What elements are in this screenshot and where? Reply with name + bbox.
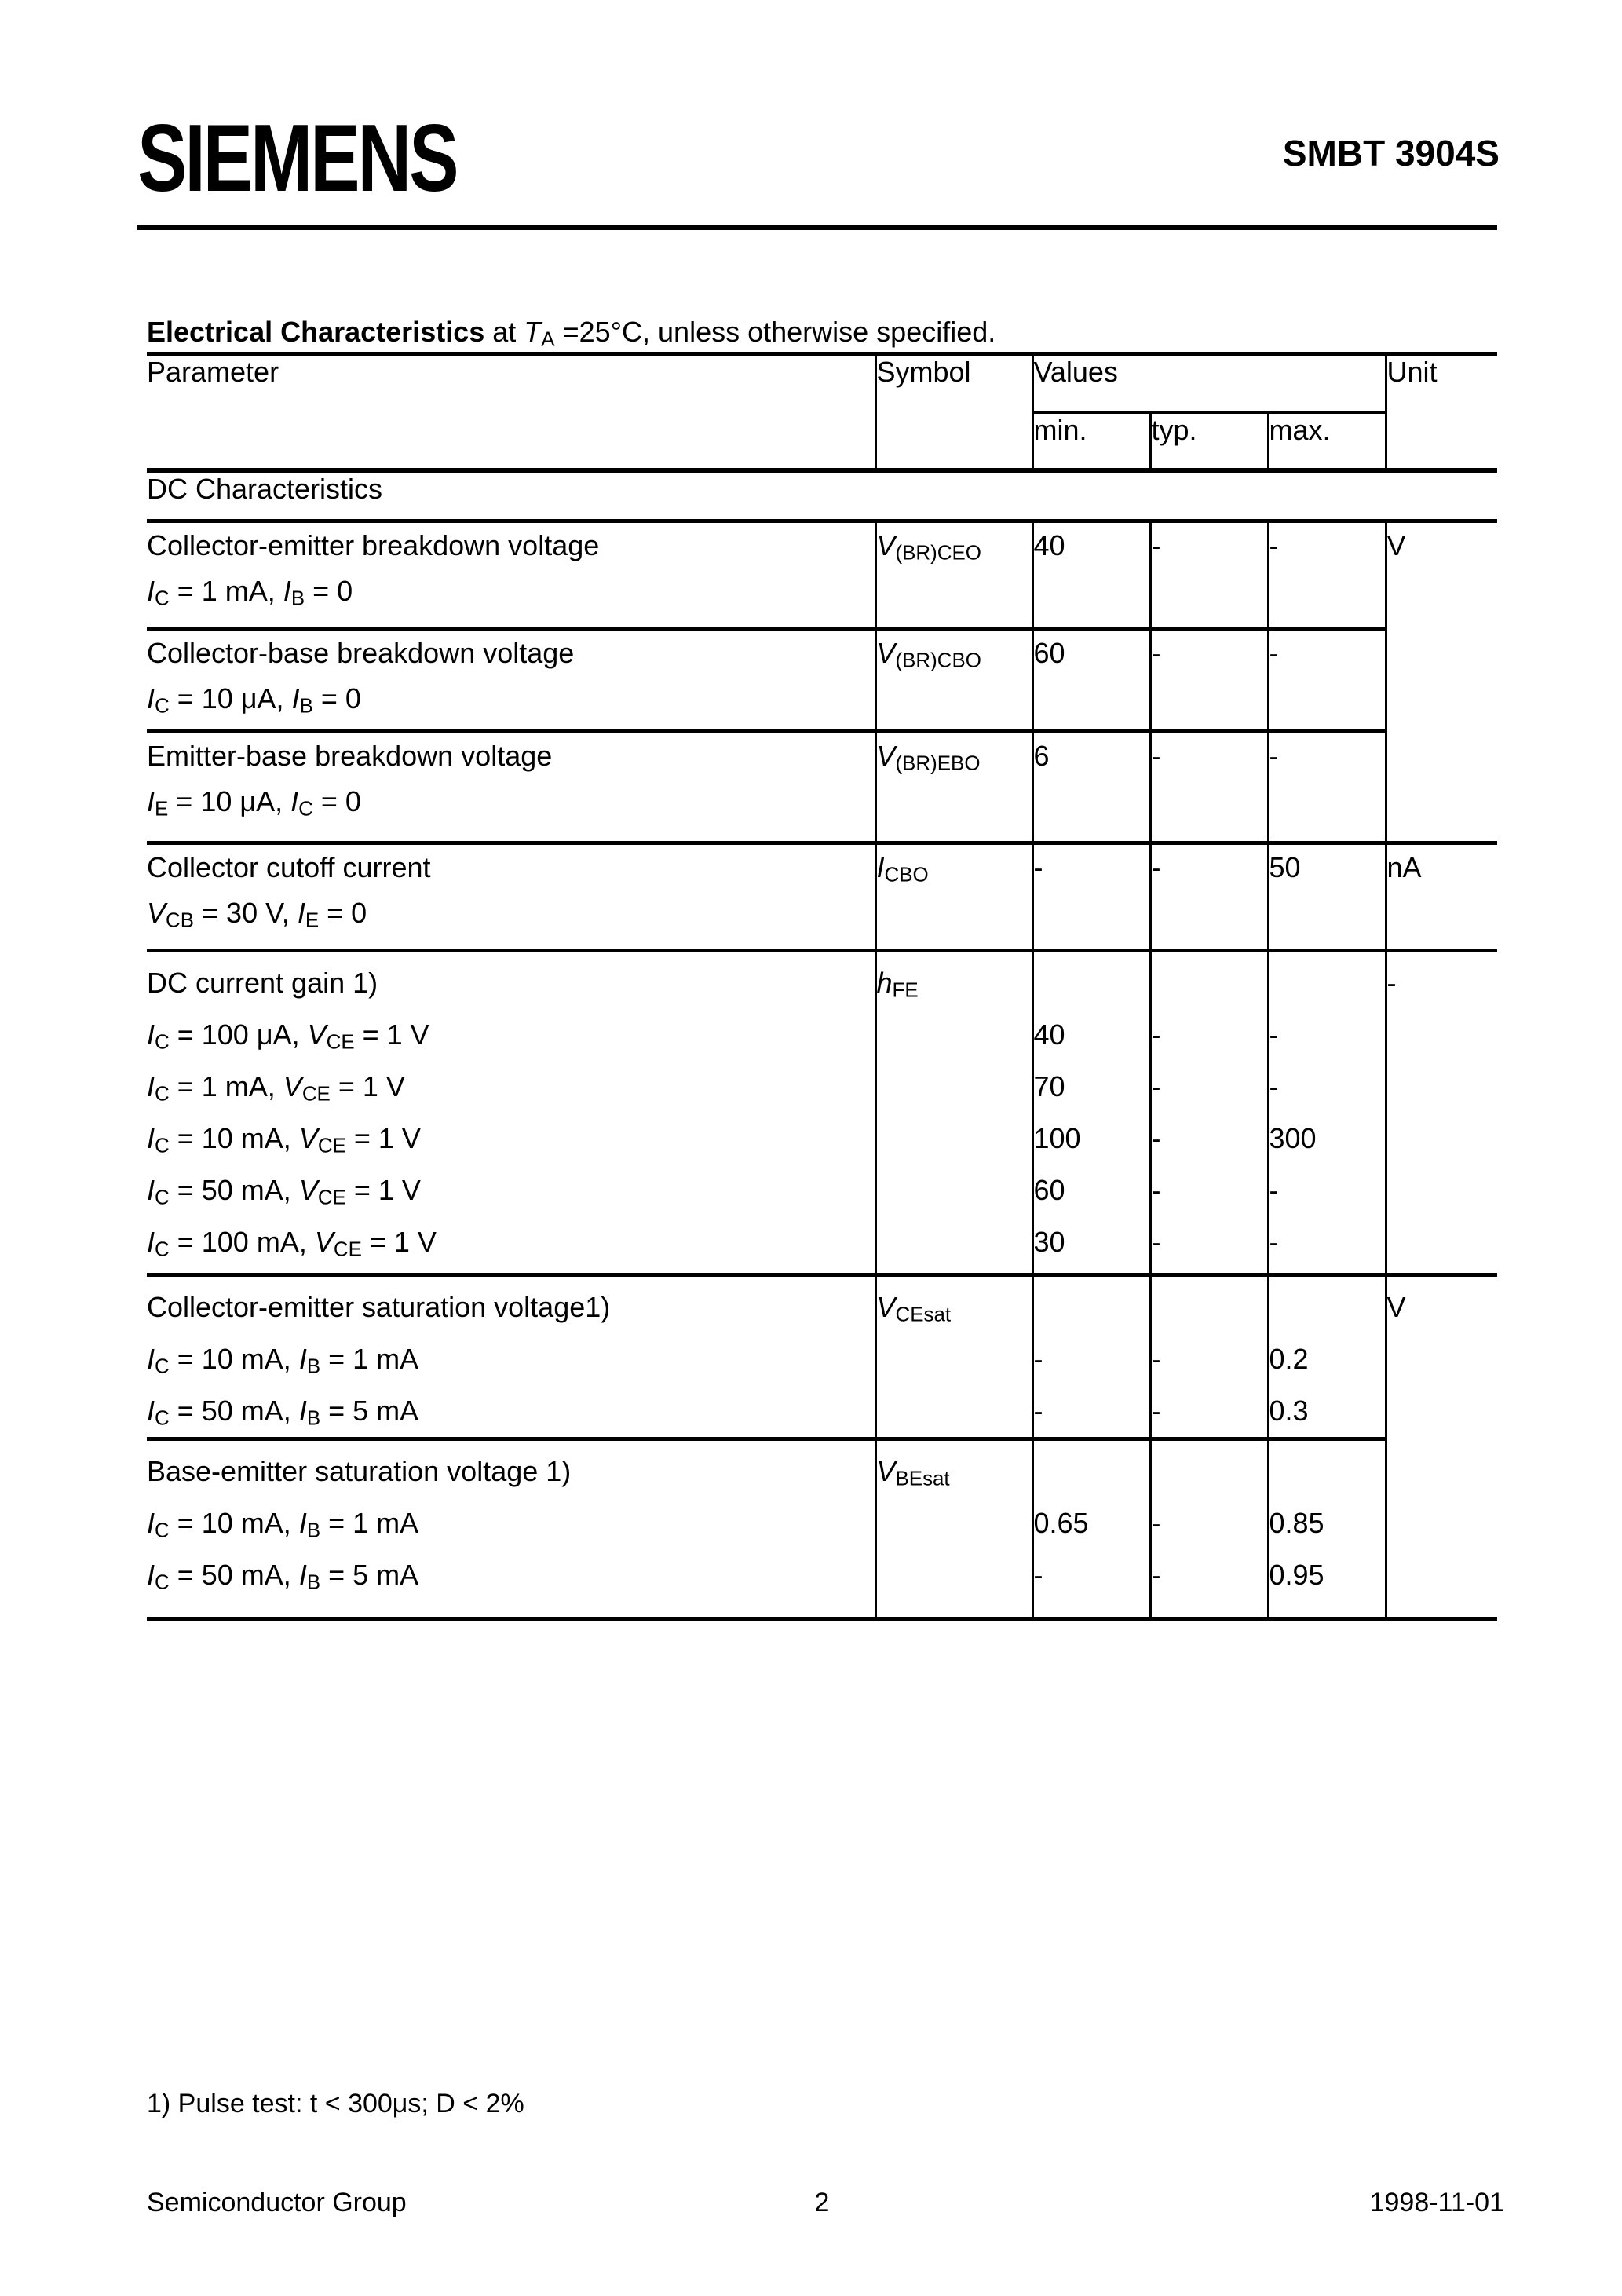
text-line (1152, 1446, 1267, 1497)
text-line (1152, 957, 1267, 1009)
text-line: Collector-emitter saturation voltage1) (147, 1291, 611, 1323)
text-line: $I_C = 1$ mA, $V_{CE} = 1$ V (147, 1070, 405, 1106)
text-line: $I_C = 1$ mA, $I_B = 0$ (147, 575, 353, 610)
electrical-characteristics-table (147, 352, 1497, 1621)
table-row (147, 732, 1497, 843)
parameter-cell (147, 521, 875, 629)
text-line: 40 (1033, 1018, 1065, 1051)
col-header-typ: typ. (1150, 412, 1268, 470)
text-line: 30 (1033, 1226, 1065, 1258)
text-line: DC current gain 1) (147, 967, 378, 999)
footer-group-name: Semiconductor Group (147, 2188, 407, 2217)
symbol-cell: $V_{BEsat}$ (875, 1439, 1032, 1619)
text-line: Collector cutoff current (147, 851, 431, 883)
text-line: - (1151, 1395, 1161, 1427)
col-header-symbol: Symbol (875, 354, 1032, 470)
text-line: 0.3 (1269, 1395, 1309, 1427)
text-line: - (1151, 1226, 1161, 1258)
text-line (1034, 957, 1149, 1009)
text-line (1034, 1446, 1149, 1497)
text-line: Base-emitter saturation voltage 1) (147, 1455, 572, 1487)
max-cell: 50 (1268, 843, 1386, 951)
text-line: $I_C = 100$ mA, $V_{CE} = 1$ V (147, 1226, 437, 1261)
max-cell (1268, 951, 1386, 1275)
unit-cell: V (1386, 1275, 1497, 1619)
min-cell (1032, 951, 1150, 1275)
symbol-cell: $V_{(BR)CEO}$ (875, 521, 1032, 629)
text-line: 0.2 (1269, 1343, 1309, 1375)
table-row (147, 951, 1497, 1275)
symbol-cell: $V_{CEsat}$ (875, 1275, 1032, 1439)
col-header-unit: Unit (1386, 354, 1497, 470)
text-line: - (1269, 1174, 1279, 1206)
col-header-max: max. (1268, 412, 1386, 470)
typ-cell: - (1150, 521, 1268, 629)
col-header-values: Values (1032, 354, 1386, 412)
text-line (1034, 1281, 1149, 1333)
header-rule (137, 225, 1497, 230)
text-line: 0.95 (1269, 1559, 1324, 1591)
text-line: - (1151, 1174, 1161, 1206)
table-row (147, 843, 1497, 951)
col-header-min: min. (1032, 412, 1150, 470)
unit-cell: nA (1386, 843, 1497, 951)
text-line (1269, 957, 1385, 1009)
text-line: - (1151, 1507, 1161, 1539)
parameter-cell (147, 1275, 875, 1439)
text-line: 0.65 (1033, 1507, 1089, 1539)
text-line: 60 (1033, 1174, 1065, 1206)
parameter-cell (147, 629, 875, 732)
min-cell (1032, 1275, 1150, 1439)
text-line: - (1151, 1343, 1161, 1375)
unit-cell: V (1386, 521, 1497, 843)
symbol-cell: $V_{(BR)EBO}$ (875, 732, 1032, 843)
max-cell (1268, 1275, 1386, 1439)
symbol-cell: $I_{CBO}$ (875, 843, 1032, 951)
parameter-cell (147, 1439, 875, 1619)
unit-cell: - (1386, 951, 1497, 1275)
text-line: Emitter-base breakdown voltage (147, 740, 553, 772)
text-line: $I_C = 50$ mA, $V_{CE} = 1$ V (147, 1174, 421, 1209)
min-cell (1032, 1439, 1150, 1619)
table-row (147, 629, 1497, 732)
text-line: $V_{CB} = 30$ V, $I_E = 0$ (147, 897, 367, 932)
text-line: $I_C = 50$ mA, $I_B = 5$ mA (147, 1395, 419, 1430)
min-cell: - (1032, 843, 1150, 951)
text-line: - (1033, 1343, 1043, 1375)
parameter-cell (147, 732, 875, 843)
footer-date: 1998-11-01 (1369, 2188, 1504, 2217)
max-cell: - (1268, 521, 1386, 629)
text-line: $I_C = 10$ mA, $V_{CE} = 1$ V (147, 1122, 421, 1157)
text-line (1269, 1281, 1385, 1333)
footnote: 1) Pulse test: t < 300μs; D < 2% (147, 2089, 524, 2119)
parameter-cell (147, 951, 875, 1275)
max-cell: - (1268, 629, 1386, 732)
min-cell: 60 (1032, 629, 1150, 732)
table-header (147, 354, 1497, 470)
section-title: Electrical Characteristics at $T_A =25^\circ C$, unless otherwise specified. (147, 316, 996, 351)
section-row (147, 470, 1497, 521)
text-line: - (1033, 1559, 1043, 1591)
typ-cell: - (1150, 732, 1268, 843)
typ-cell: - (1150, 843, 1268, 951)
max-cell: - (1268, 732, 1386, 843)
max-cell (1268, 1439, 1386, 1619)
text-line: $I_C = 10$ mA, $I_B = 1$ mA (147, 1507, 419, 1542)
symbol-cell: $h_{FE}$ (875, 951, 1032, 1275)
footer-page-number: 2 (814, 2188, 830, 2217)
table-row (147, 521, 1497, 629)
text-line: $I_C = 10$ μA, $I_B = 0$ (147, 682, 361, 718)
section-label: DC Characteristics (147, 470, 1497, 521)
text-line: - (1151, 1122, 1161, 1154)
typ-cell (1150, 1439, 1268, 1619)
text-line: 100 (1033, 1122, 1081, 1154)
text-line: 70 (1033, 1070, 1065, 1102)
symbol-cell: $V_{(BR)CBO}$ (875, 629, 1032, 732)
text-line: - (1269, 1226, 1279, 1258)
text-line: $I_C = 50$ mA, $I_B = 5$ mA (147, 1559, 419, 1594)
siemens-logo: SIEMENS (137, 104, 457, 211)
table-row (147, 1275, 1497, 1439)
text-line: Collector-base breakdown voltage (147, 637, 575, 669)
part-number: SMBT 3904S (1282, 133, 1500, 174)
text-line (1269, 1446, 1385, 1497)
text-line: $I_E = 10$ μA, $I_C = 0$ (147, 785, 361, 821)
text-line: - (1151, 1070, 1161, 1102)
text-line: - (1151, 1018, 1161, 1051)
text-line: 0.85 (1269, 1507, 1324, 1539)
text-line: $I_C = 10$ mA, $I_B = 1$ mA (147, 1343, 419, 1378)
min-cell: 40 (1032, 521, 1150, 629)
min-cell: 6 (1032, 732, 1150, 843)
typ-cell (1150, 1275, 1268, 1439)
text-line: - (1269, 1070, 1279, 1102)
table-row (147, 1439, 1497, 1619)
text-line: 300 (1269, 1122, 1317, 1154)
typ-cell: - (1150, 629, 1268, 732)
text-line: - (1269, 1018, 1279, 1051)
text-line: $I_C = 100$ μA, $V_{CE} = 1$ V (147, 1018, 429, 1054)
typ-cell (1150, 951, 1268, 1275)
parameter-cell (147, 843, 875, 951)
col-header-parameter: Parameter (147, 354, 875, 470)
text-line: Collector-emitter breakdown voltage (147, 529, 600, 561)
text-line: - (1033, 1395, 1043, 1427)
text-line: - (1151, 1559, 1161, 1591)
text-line (1152, 1281, 1267, 1333)
